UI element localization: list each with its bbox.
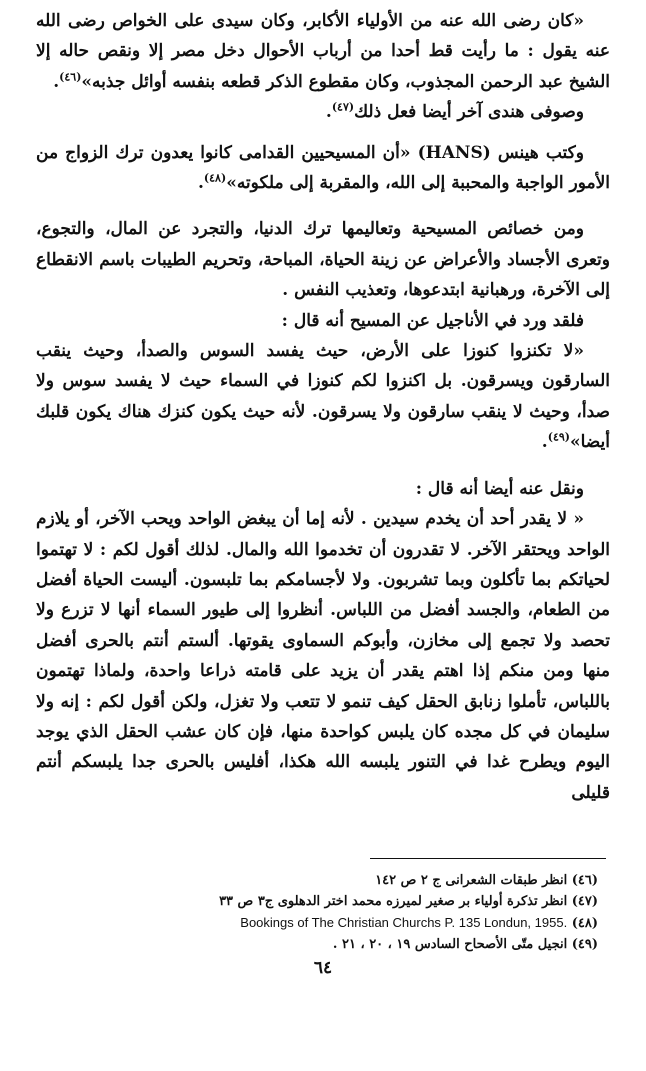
footnote-48 <box>36 912 598 934</box>
paragraph-text: «لا تكنزوا كنوزا على الأرض، حيث يفسد السوس والصدأ، وحيث ينقب السارقون ويسرقون. بل اكنزوا لكم كنوزا في السماء حيث لا يفسد سوس ولا صدأ، وحيث لا ينقب سارقون ولا يسرقون. لأنه حيث يكون كنزك هناك يكون قلبك أيضا» <box>36 341 610 453</box>
paragraph-quote-khawas: «كان رضى الله عنه من الأولياء الأكابر، وكان سيدى على الخواص رضى الله عنه يقول : ما رأيت قط أحدا من أرباب الأحوال دخل مصر إلا ونقص حاله إلا الشيخ عبد الرحمن المجذوب، وكان مقطوع الذكر قطعه بنفسه أوائل جذبه»$^{(٤٦)}$. <box>36 11 610 92</box>
paragraph-two-masters-quote: « لا يقدر أحد أن يخدم سيدين . لأنه إما أن يبغض الواحد ويحب الآخر، أو يلازم الواحد ويحتقر الآخر. لا تقدرون أن تخدموا الله والمال. لذلك أقول لكم : لا تهتموا لحياتكم بما تأكلون وبما تشربون. ولا لأجسامكم بما تلبسون. أليست الحياة أفضل من الطعام، والجسد أفضل من اللباس. أنظروا إلى طيور السماء أنها لا تزرع ولا تحصد ولا تجمع إلى مخازن، وأبوكم السماوى يقوتها. ألستم أنتم بالحرى أفضل منها ومن منكم إذا اهتم يقدر أن يزيد على قامته ذراعا واحدة، ولماذا تهتمون باللباس، تأملوا زنابق الحقل كيف تنمو لا تتعب ولا تغزل، ولكن أقول لكم : إنه ولا سليمان في كل مجده كان يلبس كواحدة منها، فإن كان عشب الحقل الذي يوجد اليوم ويطرح غدا في التنور يلبسه الله هكذا، أفليس بالحرى جدا يلبسكم أنتم قليلى <box>36 509 610 803</box>
footnote-49: (٤٩) انجيل متّى الأصحاح السادس ١٩ ، ٢٠ ، ٢١ . <box>332 937 598 952</box>
footnote-divider <box>370 858 606 859</box>
footnote-48-text: Bookings of The Christian Churchs P. 135 Londun, 1955. <box>240 915 568 930</box>
footnote-46: (٤٦) انظر طبقات الشعرانى ج ٢ ص ١٤٢ <box>375 873 598 888</box>
footnote-ref: (٤٧) <box>331 100 355 114</box>
paragraph-indian-sufi: وصوفى هندى آخر أيضا فعل ذلك$^{(٤٧)}$. <box>325 100 584 123</box>
footnote-ref: (٤٩) <box>547 430 570 444</box>
paragraph-text: وصوفى هندى آخر أيضا فعل ذلك <box>354 102 584 123</box>
footnote-48-number: (٤٨) <box>571 916 598 931</box>
page-body <box>36 6 610 808</box>
page-number: ٦٤ <box>313 958 333 978</box>
paragraph-gospel-intro: فلقد ورد في الأناجيل عن المسيح أنه قال : <box>281 310 584 331</box>
footnote-ref: (٤٨) <box>203 171 227 185</box>
paragraph-hans: وكتب هينس (HANS) «أن المسيحيين القدامى كانوا يعدون ترك الزواج من الأمور الواجبة والمحببة إلى الله، والمقربة إلى ملكوته»$^{(٤٨)}$. <box>36 142 610 194</box>
footnotes <box>36 870 598 955</box>
paragraph-treasures-quote: «لا تكنزوا كنوزا على الأرض، حيث يفسد السوس والصدأ، وحيث ينقب السارقون ويسرقون. بل اكنزوا لكم كنوزا في السماء حيث لا يفسد سوس ولا صدأ، وحيث لا ينقب سارقون ولا يسرقون. لأنه حيث يكون كنزك هناك يكون قلبك أيضا»$^{(٤٩)}$. <box>36 341 610 453</box>
footnote-47: (٤٧) انظر تذكرة أولياء بر صغير لميرزه محمد اختر الدهلوى ج٣ ص ٣٣ <box>219 894 598 909</box>
paragraph-text: وكتب هينس (HANS) «أن المسيحيين القدامى كانوا يعدون ترك الزواج من الأمور الواجبة والمحببة إلى الله، والمقربة إلى ملكوته» <box>36 142 610 194</box>
footnote-ref: (٤٦) <box>59 70 82 84</box>
paragraph-text: «كان رضى الله عنه من الأولياء الأكابر، وكان سيدى على الخواص رضى الله عنه يقول : ما رأيت قط أحدا من أرباب الأحوال دخل مصر إلا ونقص حاله إلا الشيخ عبد الرحمن المجذوب، وكان مقطوع الذكر قطعه بنفسه أوائل جذبه» <box>36 11 610 92</box>
paragraph-christian-traits: ومن خصائص المسيحية وتعاليمها ترك الدنيا، والتجرد عن المال، والتجوع، وتعرى الأجساد والأعراض عن زينة الحياة، المباحة، وتحريم الطيبات باسم الانقطاع إلى الآخرة، ورهبانية ابتدعوها، وتعذيب النفس . <box>36 219 610 301</box>
paragraph-also-said: ونقل عنه أيضا أنه قال : <box>415 478 584 499</box>
